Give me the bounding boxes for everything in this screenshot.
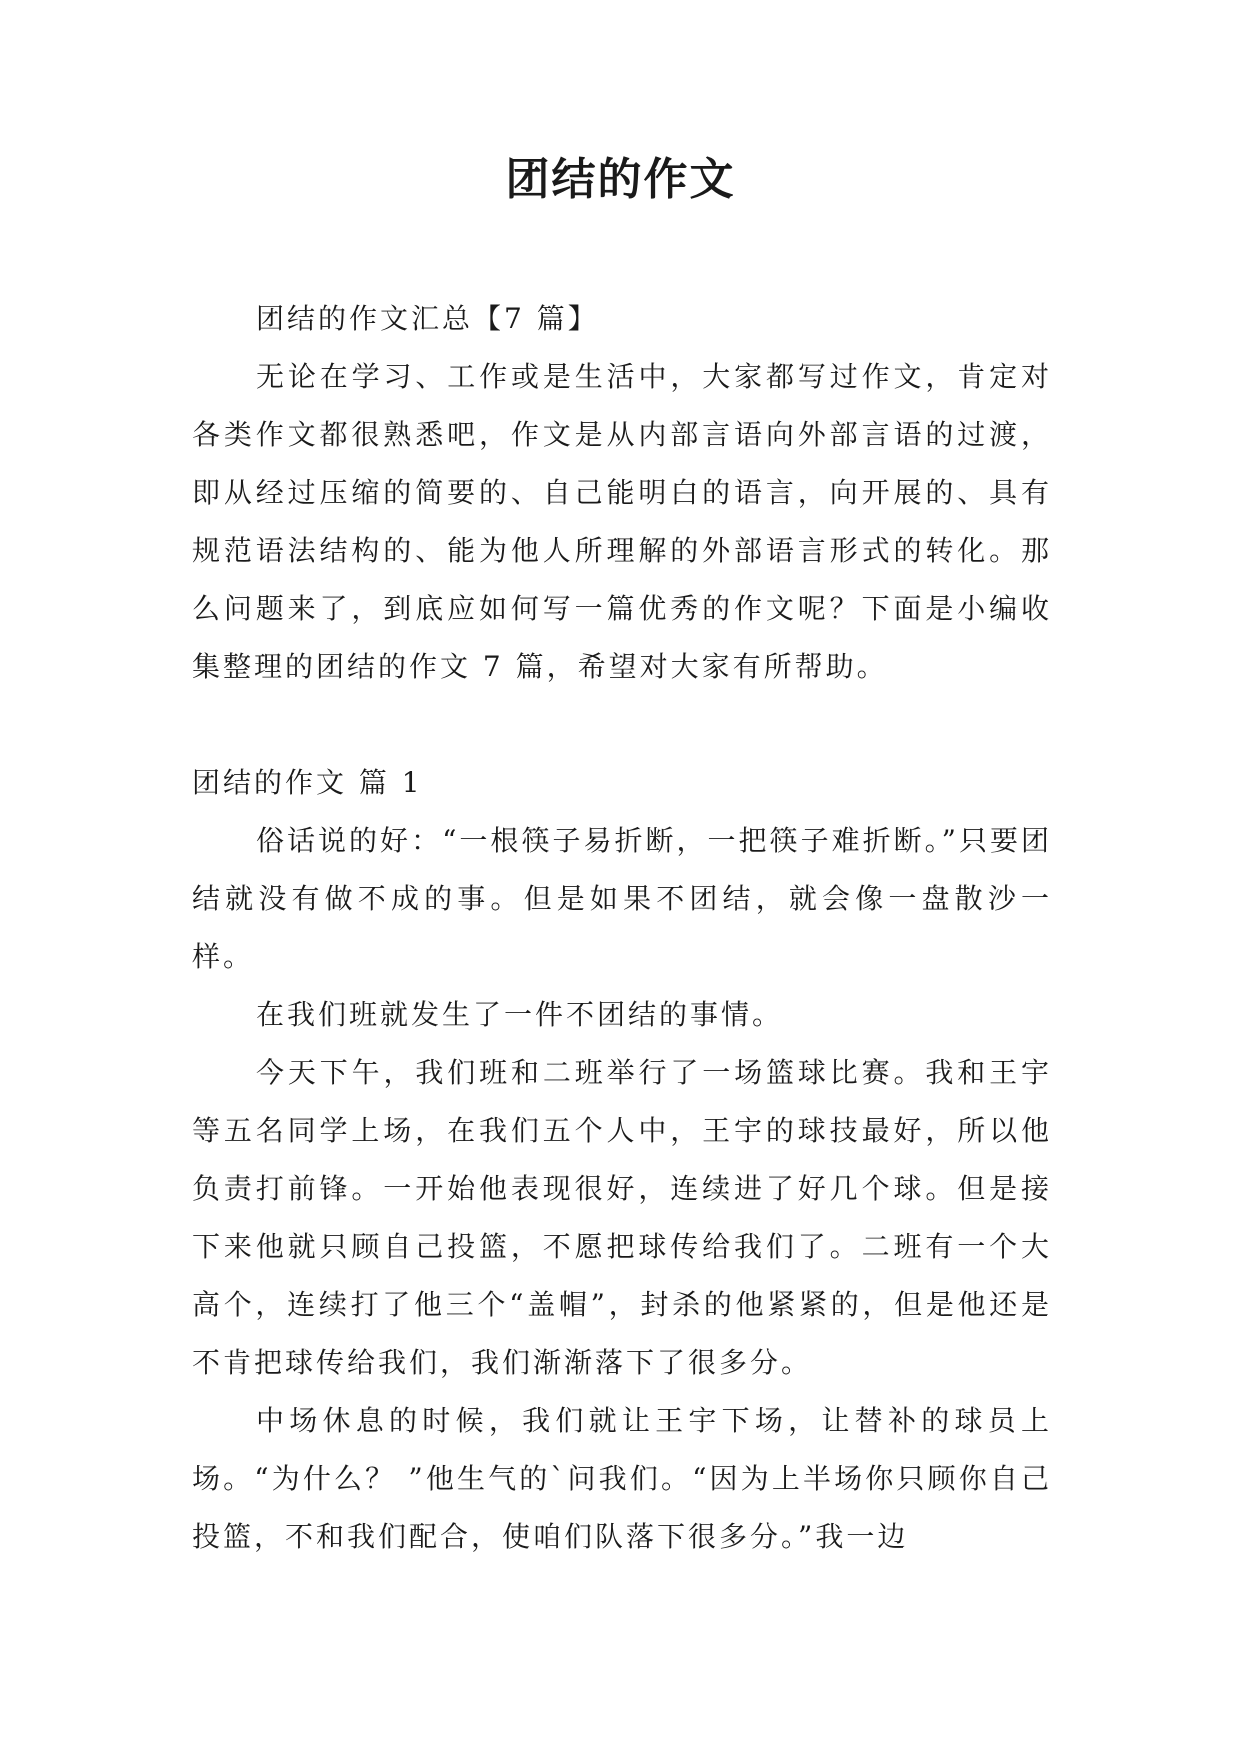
document-body: [192, 290, 1052, 1566]
intro-paragraph: 无论在学习、工作或是生活中，大家都写过作文，肯定对各类作文都很熟悉吧，作文是从内部言语向外部言语的过渡，即从经过压缩的简要的、自己能明白的语言，向开展的、具有规范语法结构的、能为他人所理解的外部语言形式的转化。那么问题来了，到底应如何写一篇优秀的作文呢？下面是小编收集整理的团结的作文 7 篇，希望对大家有所帮助。: [192, 360, 1052, 683]
body-paragraph: 中场休息的时候，我们就让王宇下场，让替补的球员上场。“为什么？ ”他生气的`问我们。“因为上半场你只顾你自己投篮，不和我们配合，使咱们队落下很多分。”我一边: [192, 1404, 1052, 1553]
document-title: 团结的作文: [505, 154, 736, 205]
body-paragraph: 俗话说的好：“一根筷子易折断，一把筷子难折断。”只要团结就没有做不成的事。但是如果不团结，就会像一盘散沙一样。: [192, 824, 1052, 973]
document-subtitle: 团结的作文汇总【7 篇】: [256, 302, 599, 335]
body-paragraph: 在我们班就发生了一件不团结的事情。: [256, 998, 784, 1031]
section-heading: 团结的作文 篇 1: [192, 766, 423, 799]
body-paragraph: 今天下午，我们班和二班举行了一场篮球比赛。我和王宇等五名同学上场，在我们五个人中，王宇的球技最好，所以他负责打前锋。一开始他表现很好，连续进了好几个球。但是接下来他就只顾自己投篮，不愿把球传给我们了。二班有一个大高个，连续打了他三个“盖帽”，封杀的他紧紧的，但是他还是不肯把球传给我们，我们渐渐落下了很多分。: [192, 1056, 1052, 1379]
